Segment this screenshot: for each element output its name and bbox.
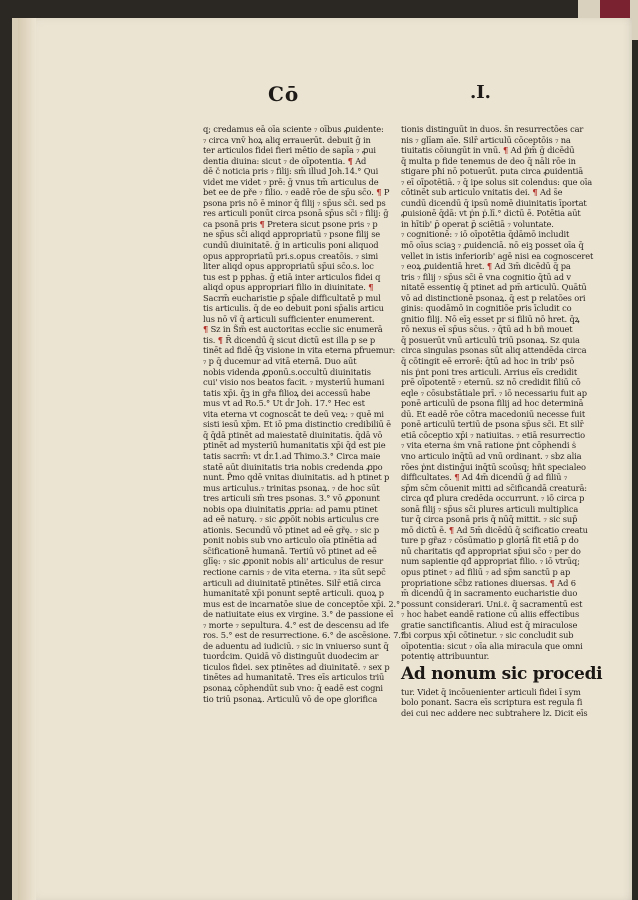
text-line: sisti iesū xp̄m. Et iō pma distinctio credibiliū ē: [203, 419, 391, 430]
text-line: opus ptinet ₇ ad filiū ₇ ad sp̄m sanctū p ap: [401, 566, 571, 577]
folio-number: .I.: [470, 82, 491, 103]
text-line: sonā filij ₇ sp̄us sc̄i plures articuli multiplica: [401, 503, 579, 514]
text-line: tris ₇ filij ₇ sp̄us sc̄i ē vna cognitio q̄tū ad v: [401, 271, 571, 282]
running-header: [0, 82, 638, 106]
text-line: tinētes ad humanitatē. Tres eīs articulos triū: [203, 672, 385, 683]
text-column-right: [401, 124, 603, 719]
section-heading: Ad nonum sic procedi: [401, 663, 603, 684]
text-line: tur q̄ circa psonā pris q̄ nūq̄ mittit. ₇ sic sup̄: [401, 514, 578, 525]
text-line: mus vt ad Ro.5.° Ut ḋr Joh. 17.° Hec est: [203, 398, 365, 409]
rubric-paragraph-mark: ¶: [448, 524, 454, 535]
text-line: vita eterna vt cognoscāt te deū veꝝ: ₇ quē mi: [203, 408, 384, 419]
text-line: prē oīpotentē ₇ eternū. sz nō credidit filiū cō: [401, 377, 581, 388]
text-line: q; credamus eā oīa sciente ₇ oībus ꝓuidente:: [203, 124, 384, 134]
rubric-paragraph-mark: ¶: [368, 282, 374, 293]
text-line: ꝓuisionē q̄dā: vt ṗn ṗ.lī.° dictū ē. Potētia aūt: [401, 208, 581, 219]
text-line: difficultates. ¶ Ad 4m̄ dicendū ḡ ad filiū ₇: [401, 472, 568, 483]
text-line: stigare pħi nō potuerūt. puta circa ꝓuidentiā: [401, 166, 583, 177]
text-line: tis articulis. q̄ de eo debuit poni sp̄alis articu: [203, 303, 384, 314]
text-line: ponit nobis sub vno articulo oīa ptinētia ad: [203, 535, 377, 546]
text-line: tio triū psonaꝝ. Articulū vō de ope glorifica: [203, 693, 378, 704]
text-line: opus appropriatū pri.s.opus creatōis. ₇ simi: [203, 250, 379, 261]
text-line: humanitatē xp̄i ponunt septē articuli. quoꝝ p: [203, 588, 384, 599]
rubric-paragraph-mark: ¶: [532, 187, 538, 198]
text-line: cōtinēt sub articulo vnitatis dei. ¶ Ad s̄e: [401, 187, 563, 198]
text-line: tatis xp̄i. q̄ꝫ in gřa filioꝝ dei accessū habe: [203, 387, 371, 398]
rubric-paragraph-mark: ¶: [203, 324, 209, 335]
text-line: cundū diuinitatē. ḡ in articulis poni aliquod: [203, 240, 379, 251]
text-line: ₇ morte ₇ sepultura. 4.° est de descensu ad ife: [203, 619, 389, 630]
text-line: res articuli ponūt circa psonā sp̄us sc̄i ₇ filij: ḡ: [203, 208, 389, 219]
text-line: possunt considerari. Uni.ℓ. q̄ sacramentū est: [401, 598, 583, 609]
text-line: ne sp̄us sc̄i aliqd appropriatū ₇ psone filij se: [203, 229, 381, 240]
text-line: ture p gr̃az ₇ cōsūmatio p gloriā fit etiā p do: [401, 535, 579, 546]
text-line: gnitio filij. Nō eīꝫ esset pr si filiū nō hret. q̄ꝝ: [401, 313, 580, 324]
text-line: nunt. P̃mo qdē vnitas diuinitatis. ad h ptinet p: [203, 472, 390, 483]
text-line: mō oīus sciaꝫ ₇ ꝓuidenciā. nō eiꝫ posset oīa q̄: [401, 240, 584, 251]
text-column-left: [203, 124, 405, 704]
text-line: Sacrm̄ eucharistie ꝑ sp̄ale difficultatē p mul: [203, 292, 381, 303]
text-line: vno articulo inq̄tū ad vnū ordinant. ₇ sbz alia: [401, 450, 582, 461]
text-line: nis ₇ glīam aīe. Silr̄ articulū cōceptōis ₇ na: [401, 134, 571, 145]
text-line: nū charitatis qđ appropriat sp̄ui sc̄o ₇ per do: [401, 545, 581, 556]
text-line: ationis. Secundū vō ptinet ad eē gr̃ę. ₇ sic p: [203, 524, 380, 535]
text-line: ter articulos fidei fieri mētio de sapīa ₇ ꝓui: [203, 145, 376, 156]
text-line: videt me videt ₇ prē: ḡ vnus tm̄ articulus de: [203, 176, 379, 187]
rubric-paragraph-mark: ¶: [549, 577, 555, 588]
text-line: articuli ad diuinitatē ptinētes. Silr̄ etiā circa: [203, 577, 381, 588]
text-line: psonaꝝ cōphendūt sub vno: q̄ eadē est cogni: [203, 682, 383, 693]
text-line: ponē articulū tertiū de psona sp̄us sc̄i. Et silr̄: [401, 419, 584, 430]
text-line: ₇ vita eterna ṡm vnā ratione ṗnt cōphendi ṡ: [401, 440, 577, 451]
text-line: ¶ Sz in S̃m̃ est auctoritas ecclie sic enumerā: [203, 324, 383, 335]
text-line: ₇ circa vnv̄ hoꝝ aliq errauerūt. debuit ḡ in: [203, 134, 371, 145]
text-line: ₇ cognitionē: ₇ iō oīpotētia q̄dāmō includit: [401, 229, 570, 240]
text-line: tuorḋcim. Quidā vō distinguūt duodecim ar: [203, 651, 379, 662]
text-line: eqle ₇ cōsubstātiale prī. ₇ iō necessariu fuit ap: [401, 387, 587, 398]
text-line: tionis distinguūt in duos. s̄n resurrectōes car: [401, 124, 584, 134]
text-line: psona pris nō ē minor q̄ filij ₇ sp̄us sc̄i. sed ps: [203, 197, 386, 208]
text-line: ₇ eoꝝ ꝓuidentiā hret. ¶ Ad 3m̄ dicēdū q̄ pa: [401, 261, 571, 272]
text-line: nobis videnda ꝓponū.s.occultū diuinitatis: [203, 366, 371, 377]
text-line: ptinēt ad mysteriū humanitatis xp̄i q̄d est pie: [203, 440, 386, 451]
text-line: ibi corpus xp̄i cōtinetur. ₇ sic concludit sub: [401, 630, 574, 641]
text-line: rō nexus eī sp̄us sc̄us. ₇ q̄tū ad h bñ mouet: [401, 324, 573, 335]
running-header-left: Cō: [268, 82, 300, 106]
text-line: propriatione sc̄bz rationes diuersas. ¶ Ad 6: [401, 577, 576, 588]
text-line: q̄ cōtingit eē errorē: q̄tū ad hoc in trib' psō: [401, 356, 575, 367]
text-line: q̄ multa p fide tenemus de deo q̄ nāli rōe in: [401, 155, 576, 166]
text-line: nitatē essentię q̄ ptinet ad pm̄ articulū. Quātū: [401, 282, 587, 293]
text-line: cundū dicendū q̄ ipsū nomē diuinitatis īportat: [401, 197, 587, 208]
text-line: de natiuitate eius ex virgine. 3.° de passione eī: [203, 609, 394, 620]
text-line: ros. 5.° est de resurrectione. 6.° de ascēsione. 7.°: [203, 630, 405, 641]
rubric-paragraph-mark: ¶: [347, 155, 353, 166]
text-line: num sapientie qđ appropriat filio. ₇ iō vtrūq;: [401, 556, 580, 567]
page-gutter-shadow: [18, 18, 36, 900]
text-line: gratie sanctificantis. Aliud est q̄ miraculose: [401, 619, 578, 630]
text-line: q̄ posuerūt vnū articulū triū psonaꝝ. Sz quia: [401, 334, 580, 345]
text-line: tinēt ad fidē q̄ꝫ visione in vita eterna pfruemur:: [203, 345, 396, 356]
rubric-paragraph-mark: ¶: [376, 187, 382, 198]
text-line: liter aliqd opus appropriatū sp̄ui sc̄o.s. loc: [203, 261, 374, 272]
text-line: vellet in istis inferiorib' agē nisi ea cognosceret: [401, 250, 594, 261]
text-line: tres articuli sm̄ tres psonas. 3.° vō ꝓponunt: [203, 493, 380, 504]
text-line: potentię attribuuntur.: [401, 651, 490, 662]
text-line: mus est de incarnatōe siue de conceptōe xp̄i. 2.°: [203, 598, 401, 609]
text-line: dei cui nec addere nec subtrahere lz. Dicit eīs: [401, 707, 588, 718]
text-line: bet ee de pře ₇ filio. ₇ eadē rōe de sp̄u sc̄o. ¶ P: [203, 187, 390, 198]
text-line: de aduentu ad iudiciū. ₇ sic in vniuerso sunt q̄: [203, 640, 389, 651]
text-line: ₇ p q̄ ducemur ad vitā eternā. Duo aūt: [203, 356, 357, 367]
text-line: mō dictū ē. ¶ Ad 5m̄ dicēdū q̄ scificatio creatu: [401, 524, 588, 535]
text-line: tatis sacrm̄: vt ḋr.1.ad Thimo.3.° Circa maie: [203, 450, 381, 461]
text-line: tur. Videt q̄ incōuenienter articuli fidei ī sym: [401, 686, 581, 697]
text-line: vō ad distinctionē psonaꝝ. q̄ est p relatōes ori: [401, 292, 586, 303]
text-line: q̄ q̄dā ptinēt ad maiestatē diuinitatis. q̄dā vō: [203, 429, 383, 440]
rubric-paragraph-mark: ¶: [259, 218, 265, 229]
text-line: tus est p pphas. ḡ etiā inter articulos fidei q: [203, 271, 381, 282]
text-line: m̄ dicendū q̄ in sacramento eucharistie duo: [401, 588, 578, 599]
text-line: tis. ¶ R̄ dicendū q̄ sicut dictū est illa p se p: [203, 334, 376, 345]
text-line: ₇ eī oīpotētiā. ₇ q̄ ipe solus sit colendus: que oīa: [401, 176, 593, 187]
text-line: tiuitatis cōiungūt in vnū. ¶ Ad p̃m̄ ḡ dicēdū: [401, 145, 575, 156]
text-line: etiā cōceptio xp̄i ₇ natiuitas. ₇ etiā resurrectio: [401, 429, 585, 440]
text-line: dū. Et eadē rōe cōtra macedoniū necesse fuit: [401, 408, 586, 419]
text-line: ginis: quodāmō in cognitiōe pris īcludit co: [401, 303, 572, 314]
text-line: ca psonā pris ¶ Pretera sicut psone pris ₇ p: [203, 218, 378, 229]
text-line: dē č noticia pris ₇ filij: sm̄ illud Joh.14.° Qui: [203, 166, 379, 177]
text-line: nobis opa diuinitatis ꝓpria: ad pamu ptinet: [203, 503, 378, 514]
text-line: ponē articulū de psona filij ad hoc determinā: [401, 398, 584, 409]
text-line: rōes ṗnt distinḡui inq̄tū scoūsq; hñt specialeo: [401, 461, 586, 472]
text-line: in hītib' ꝑ̄ operat ꝑ̄ sciētiā ₇ voluntate.: [401, 218, 554, 229]
text-line: rectione carnis ₇ de vita eterna. ₇ ita sūt sepc̄: [203, 566, 386, 577]
text-line: lus nō vĩ q̄ articuli sufficienter enumerent.: [203, 313, 375, 324]
text-line: circa qđ plura credēda occurrunt. ₇ iō circa p: [401, 493, 585, 504]
text-line: bolo ponant. Sacra eīs scriptura est regula fi: [401, 697, 583, 708]
text-line: circa singulas psonas sūt aliq attendēda circa: [401, 345, 587, 356]
text-line: oīpotentia: sicut ₇ oīa alia miracula que omni: [401, 640, 583, 651]
text-line: ad eē naturę. ₇ sic ꝓpōit nobis articulus cre: [203, 514, 379, 525]
text-line: dentia diuina: sicut ₇ de oīpotentia. ¶ Ad: [203, 155, 367, 166]
rubric-paragraph-mark: ¶: [454, 472, 460, 483]
text-line: aliqd opus appropriari filio in diuinitate. ¶: [203, 282, 374, 293]
text-line: ₇ hoc habet eandē ratione cū aliis effectibus: [401, 609, 580, 620]
rubric-paragraph-mark: ¶: [503, 145, 509, 156]
rubric-paragraph-mark: ¶: [486, 261, 493, 272]
text-line: statē aūt diuinitatis tria nobis credenda ꝓpo: [203, 461, 383, 472]
rubric-paragraph-mark: ¶: [217, 334, 223, 345]
text-line: sp̄m sc̄m cōuenit mitti ad sc̄ificandā creaturā:: [401, 482, 587, 493]
text-line: ticulos fidei. sex ptinētes ad diuinitatē. ₇ sex p: [203, 661, 390, 672]
text-line: glīę: ₇ sic ꝓponit nobis ali' articulus de resur: [203, 556, 384, 567]
text-line: mus articulus.₇ trinitas psonaꝝ. ₇ de hoc sūt: [203, 482, 380, 493]
text-line: cui' visio nos beatos facit. ₇ mysteriū humani: [203, 377, 385, 388]
text-line: nis ṗnt poni tres articuli. Arrius eīs credidit: [401, 366, 578, 377]
text-line: sc̄ificationē humanā. Tertiū vō ptinet ad eē: [203, 545, 377, 556]
